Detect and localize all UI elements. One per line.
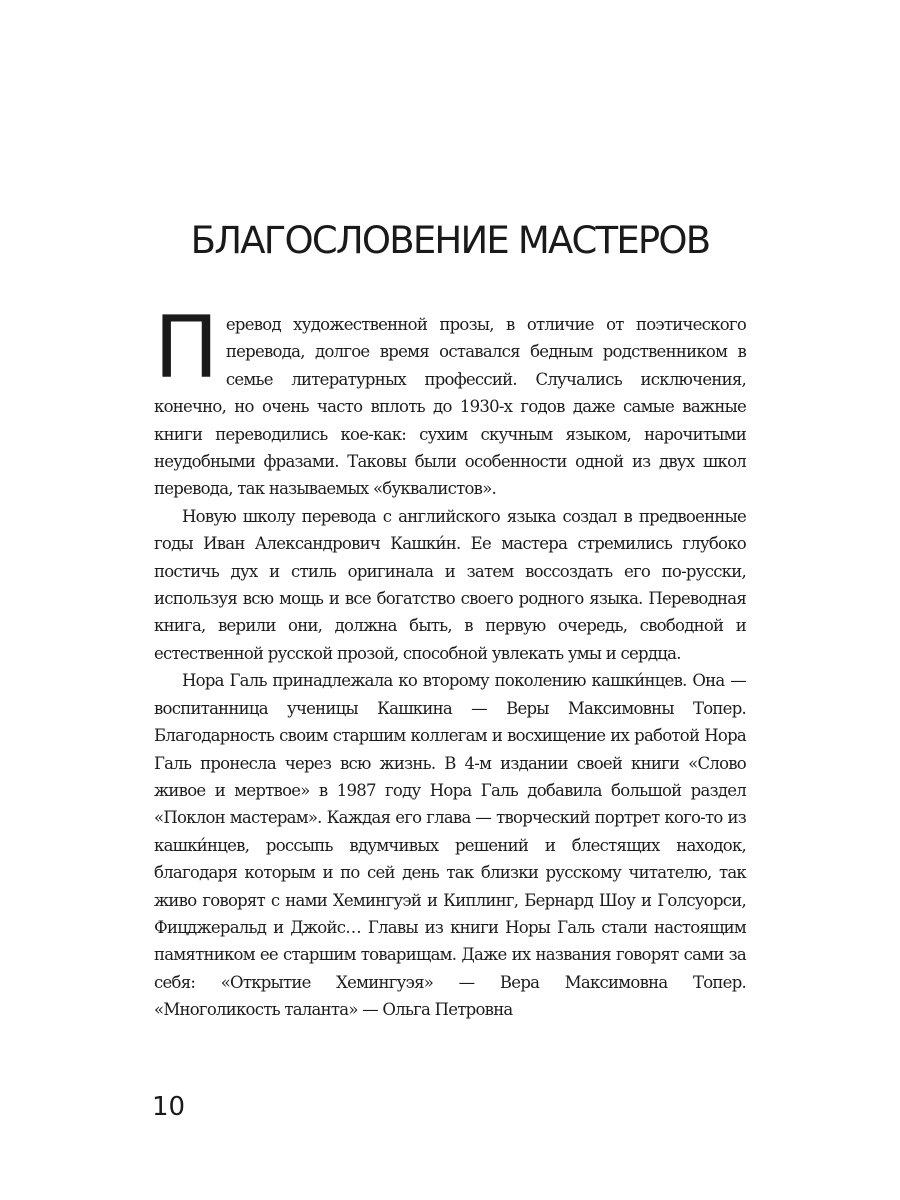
- drop-cap: П: [154, 298, 218, 398]
- body-text: [154, 298, 746, 1024]
- paragraph-1-text: еревод художественной прозы, в отличие от поэтического перевода, долгое время оставался бедным родственником в семье литературных профессий. Случались исключения, конечно, но очень часто вплоть до 1930-х годов даже самые важные книги переводились кое-как: сухим скучным языком, нарочитыми неудобными фразами. Таковы были особенности одной из двух школ перевода, так называемых «буквалистов».: [154, 315, 746, 499]
- paragraph-3: Нора Галь принадлежала ко второму поколению кашки́нцев. Она — воспитанница ученицы Кашкина — Веры Максимовны Топер. Благодарность своим старшим коллегам и восхищение их работой Нора Галь пронесла через всю жизнь. В 4-м издании своей книги «Слово живое и мертвое» в 1987 году Нора Галь добавила большой раздел «Поклон мастерам». Каждая его глава — творческий портрет кого-то из кашки́нцев, россыпь вдумчивых решений и блестящих находок, благодаря которым и по сей день так близки русскому читателю, так живо говорят с нами Хемингуэй и Киплинг, Бернард Шоу и Голсуорси, Фицджеральд и Джойс… Главы из книги Норы Галь стали настоящим памятником ее старшим товарищам. Даже их названия говорят сами за себя: «Открытие Хемингуэя» — Вера Максимовна Топер. «Многоликость таланта» — Ольга Петровна: [154, 671, 746, 1020]
- paragraph-1: [154, 298, 746, 503]
- paragraph-2: Новую школу перевода с английского языка создал в предвоенные годы Иван Александрович Кашки́н. Ее мастера стремились глубоко постичь дух и стиль оригинала и затем воссоздать его по-русски, используя всю мощь и все богатство своего родного языка. Переводная книга, верили они, должна быть, в первую очередь, свободной и естественной русской прозой, способной увлекать умы и сердца.: [154, 506, 746, 663]
- page-number: 10: [152, 1092, 186, 1122]
- page-title: БЛАГОСЛОВЕНИЕ МАСТЕРОВ: [190, 219, 710, 262]
